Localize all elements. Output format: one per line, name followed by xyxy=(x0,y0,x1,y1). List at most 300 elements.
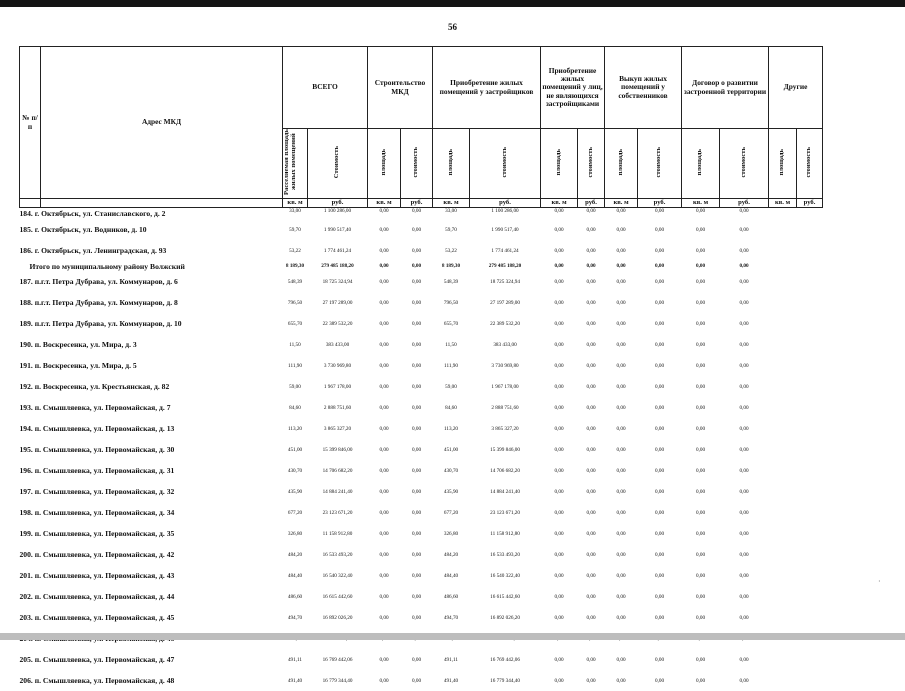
subheader-label: площадь xyxy=(556,149,563,175)
value-cell: 113,20 xyxy=(433,418,470,439)
value-cell: 491,40 xyxy=(283,670,308,691)
value-cell: 0,00 xyxy=(368,670,401,691)
table-row xyxy=(20,670,823,691)
value-cell: 655,70 xyxy=(433,313,470,334)
row-number: 206. xyxy=(20,676,33,685)
value-cell: 0,00 xyxy=(578,439,605,460)
value-cell: 0,00 xyxy=(682,418,720,439)
value-cell: 0,00 xyxy=(720,586,769,607)
address-cell xyxy=(20,586,283,607)
value-cell: 1 774 461,24 xyxy=(308,240,368,261)
value-cell: 0,00 xyxy=(368,292,401,313)
value-cell: 111,90 xyxy=(433,355,470,376)
value-cell: 16 769 442,06 xyxy=(470,649,541,670)
value-cell xyxy=(797,607,823,628)
value-cell: 11,50 xyxy=(433,334,470,355)
unit-cell: руб. xyxy=(720,199,769,208)
value-cell: 0,00 xyxy=(605,439,638,460)
subheader-7 xyxy=(578,129,605,199)
value-cell: 0,00 xyxy=(605,240,638,261)
value-cell: 0,00 xyxy=(578,219,605,240)
value-cell: 0,00 xyxy=(401,460,433,481)
value-cell: 0,00 xyxy=(541,460,578,481)
value-cell: 0,00 xyxy=(401,240,433,261)
value-cell: 0,00 xyxy=(720,481,769,502)
value-cell: 0,00 xyxy=(368,439,401,460)
value-cell: 486,60 xyxy=(283,586,308,607)
value-cell xyxy=(797,649,823,670)
value-cell: 0,00 xyxy=(682,355,720,376)
value-cell: 3 730 969,80 xyxy=(308,355,368,376)
value-cell: 0,00 xyxy=(368,502,401,523)
value-cell: 0,00 xyxy=(638,271,682,292)
value-cell: 0,00 xyxy=(638,481,682,502)
subheader-5 xyxy=(470,129,541,199)
value-cell: 0,00 xyxy=(401,313,433,334)
value-cell: 0,00 xyxy=(720,649,769,670)
value-cell: 2 888 751,60 xyxy=(470,397,541,418)
value-cell xyxy=(769,261,797,271)
value-cell xyxy=(769,439,797,460)
table-row xyxy=(20,240,823,261)
row-address: п.г.т. Петра Дубрава, ул. Коммунаров, д. 8 xyxy=(35,298,178,307)
value-cell: 0,00 xyxy=(541,481,578,502)
row-number: 191. xyxy=(20,361,33,370)
value-cell: 0,00 xyxy=(638,418,682,439)
value-cell: 0,00 xyxy=(541,208,578,220)
value-cell: 84,60 xyxy=(283,397,308,418)
value-cell: 0,00 xyxy=(638,219,682,240)
value-cell: 0,00 xyxy=(368,334,401,355)
value-cell: 279 485 188,20 xyxy=(308,261,368,271)
value-cell xyxy=(769,649,797,670)
address-cell xyxy=(20,271,283,292)
subheader-9 xyxy=(638,129,682,199)
value-cell: 0,00 xyxy=(401,607,433,628)
address-cell xyxy=(20,240,283,261)
unit-cell: кв. м xyxy=(769,199,797,208)
row-address: п. Смышляевка, ул. Первомайская, д. 7 xyxy=(35,403,171,412)
subheader-11 xyxy=(720,129,769,199)
value-cell: 0,00 xyxy=(682,607,720,628)
value-cell xyxy=(769,544,797,565)
row-number: 194. xyxy=(20,424,33,433)
subheader-13 xyxy=(797,129,823,199)
value-cell: 0,00 xyxy=(605,334,638,355)
row-number: 202. xyxy=(20,592,33,601)
value-cell: 0,00 xyxy=(578,355,605,376)
group-header-development-agreement: Договор о развитии застроенной территории xyxy=(682,47,769,129)
value-cell xyxy=(769,607,797,628)
address-cell xyxy=(20,607,283,628)
row-address: г. Октябрьск, ул. Станиславского, д. 2 xyxy=(35,209,166,218)
value-cell: 0,00 xyxy=(605,607,638,628)
value-cell: 0,00 xyxy=(720,271,769,292)
scan-bottom-border xyxy=(0,633,905,640)
value-cell: 0,00 xyxy=(720,523,769,544)
value-cell xyxy=(769,481,797,502)
value-cell: 0,00 xyxy=(401,376,433,397)
table-row xyxy=(20,649,823,670)
value-cell: 1 990 517,40 xyxy=(470,219,541,240)
value-cell: 491,40 xyxy=(433,670,470,691)
value-cell: 53,22 xyxy=(283,240,308,261)
subheader-label: стоимость xyxy=(502,147,509,178)
row-number: 187. xyxy=(20,277,33,286)
value-cell: 0,00 xyxy=(638,292,682,313)
value-cell: 0,00 xyxy=(541,439,578,460)
value-cell xyxy=(769,313,797,334)
table-row xyxy=(20,607,823,628)
value-cell: 16 540 322,40 xyxy=(308,565,368,586)
subheader-label: стоимость xyxy=(413,147,420,178)
value-cell xyxy=(769,219,797,240)
value-cell: 0,00 xyxy=(401,261,433,271)
value-cell: 0,00 xyxy=(682,292,720,313)
value-cell: 0,00 xyxy=(578,523,605,544)
unit-cell: руб. xyxy=(308,199,368,208)
value-cell: 430,70 xyxy=(283,460,308,481)
row-address: п. Смышляевка, ул. Первомайская, д. 47 xyxy=(35,655,175,664)
value-cell xyxy=(769,418,797,439)
value-cell: 0,00 xyxy=(605,502,638,523)
group-header-purchase-developers: Приобретение жилых помещений у застройщиков xyxy=(433,47,541,129)
value-cell: 0,00 xyxy=(638,334,682,355)
value-cell: 0,00 xyxy=(368,376,401,397)
unit-cell: руб. xyxy=(638,199,682,208)
value-cell: 0,00 xyxy=(401,219,433,240)
value-cell: 0,00 xyxy=(541,544,578,565)
value-cell: 326,80 xyxy=(433,523,470,544)
subheader-label: площадь xyxy=(381,149,388,175)
value-cell: 0,00 xyxy=(401,355,433,376)
row-address: г. Октябрьск, ул. Водников, д. 10 xyxy=(35,225,147,234)
value-cell: 0,00 xyxy=(401,481,433,502)
value-cell: 0,00 xyxy=(720,502,769,523)
address-cell xyxy=(20,261,283,271)
scan-mark: · xyxy=(878,577,881,586)
table-row xyxy=(20,355,823,376)
row-number: 201. xyxy=(20,571,33,580)
value-cell: 1 774 461,24 xyxy=(470,240,541,261)
address-cell xyxy=(20,670,283,691)
row-address: Итого по муниципальному району Волжский xyxy=(30,262,185,271)
value-cell xyxy=(797,481,823,502)
value-cell: 484,20 xyxy=(433,544,470,565)
value-cell: 111,90 xyxy=(283,355,308,376)
row-address: п. Смышляевка, ул. Первомайская, д. 48 xyxy=(35,676,175,685)
value-cell: 0,00 xyxy=(541,219,578,240)
row-address: п. Смышляевка, ул. Первомайская, д. 34 xyxy=(35,508,175,517)
value-cell xyxy=(797,565,823,586)
value-cell: 0,00 xyxy=(541,376,578,397)
value-cell: 0,00 xyxy=(401,649,433,670)
value-cell: 0,00 xyxy=(720,670,769,691)
value-cell: 0,00 xyxy=(720,240,769,261)
value-cell: 0,00 xyxy=(578,460,605,481)
value-cell: 484,40 xyxy=(433,565,470,586)
row-number: 200. xyxy=(20,550,33,559)
subheader-label: стоимость xyxy=(741,147,748,178)
table-body xyxy=(20,208,823,691)
value-cell: 0,00 xyxy=(682,502,720,523)
unit-cell: кв. м xyxy=(682,199,720,208)
row-address: п. Воскресенка, ул. Мира, д. 3 xyxy=(35,340,137,349)
value-cell: 0,00 xyxy=(541,261,578,271)
address-cell xyxy=(20,208,283,220)
subheader-2 xyxy=(368,129,401,199)
value-cell: 0,00 xyxy=(638,565,682,586)
value-cell: 435,90 xyxy=(433,481,470,502)
value-cell: 27 197 289,00 xyxy=(470,292,541,313)
value-cell: 14 884 241,40 xyxy=(470,481,541,502)
value-cell: 0,00 xyxy=(605,544,638,565)
row-address: п. Смышляевка, ул. Первомайская, д. 35 xyxy=(35,529,175,538)
value-cell: 0,00 xyxy=(682,460,720,481)
value-cell: 0,00 xyxy=(401,565,433,586)
subheader-8 xyxy=(605,129,638,199)
value-cell: 0,00 xyxy=(720,439,769,460)
subheader-10 xyxy=(682,129,720,199)
value-cell: 0,00 xyxy=(638,376,682,397)
value-cell: 0,00 xyxy=(541,240,578,261)
value-cell: 53,22 xyxy=(433,240,470,261)
value-cell: 0,00 xyxy=(368,219,401,240)
unit-cell: кв. м xyxy=(283,199,308,208)
value-cell: 0,00 xyxy=(541,523,578,544)
group-header-total: ВСЕГО xyxy=(283,47,368,129)
value-cell: 16 779 344,40 xyxy=(470,670,541,691)
value-cell: 16 533 493,20 xyxy=(470,544,541,565)
value-cell: 0,00 xyxy=(401,523,433,544)
value-cell: 0,00 xyxy=(541,586,578,607)
value-cell: 677,20 xyxy=(283,502,308,523)
value-cell: 0,00 xyxy=(541,397,578,418)
value-cell xyxy=(769,355,797,376)
value-cell: 326,80 xyxy=(283,523,308,544)
value-cell: 11 158 912,80 xyxy=(470,523,541,544)
value-cell: 0,00 xyxy=(368,355,401,376)
table-row xyxy=(20,208,823,220)
value-cell: 0,00 xyxy=(720,313,769,334)
value-cell: 0,00 xyxy=(368,240,401,261)
value-cell: 548,39 xyxy=(433,271,470,292)
value-cell: 484,40 xyxy=(283,565,308,586)
value-cell: 0,00 xyxy=(578,670,605,691)
value-cell: 22 389 532,20 xyxy=(470,313,541,334)
value-cell: 491,11 xyxy=(433,649,470,670)
subheader-label: площадь xyxy=(697,149,704,175)
row-address: п. Смышляевка, ул. Первомайская, д. 45 xyxy=(35,613,175,622)
row-number: 188. xyxy=(20,298,33,307)
value-cell: 59,00 xyxy=(433,376,470,397)
address-cell xyxy=(20,355,283,376)
address-cell xyxy=(20,565,283,586)
value-cell xyxy=(769,240,797,261)
value-cell xyxy=(797,334,823,355)
value-cell: 0,00 xyxy=(682,334,720,355)
table-row xyxy=(20,292,823,313)
row-address: п. Смышляевка, ул. Первомайская, д. 32 xyxy=(35,487,175,496)
value-cell xyxy=(797,219,823,240)
value-cell: 16 769 442,06 xyxy=(308,649,368,670)
value-cell xyxy=(769,292,797,313)
value-cell: 14 706 682,20 xyxy=(470,460,541,481)
table-row xyxy=(20,397,823,418)
address-cell xyxy=(20,649,283,670)
row-number: 196. xyxy=(20,466,33,475)
row-number: 186. xyxy=(20,246,33,255)
row-address: п. Смышляевка, ул. Первомайская, д. 31 xyxy=(35,466,175,475)
value-cell: 0,00 xyxy=(605,313,638,334)
address-cell xyxy=(20,502,283,523)
table-row xyxy=(20,334,823,355)
value-cell: 0,00 xyxy=(541,565,578,586)
value-cell: 796,50 xyxy=(433,292,470,313)
value-cell: 0,00 xyxy=(541,313,578,334)
value-cell: 0,00 xyxy=(605,523,638,544)
value-cell: 430,70 xyxy=(433,460,470,481)
value-cell xyxy=(797,240,823,261)
value-cell: 11,50 xyxy=(283,334,308,355)
value-cell: 0,00 xyxy=(638,586,682,607)
value-cell: 0,00 xyxy=(401,670,433,691)
value-cell: 0,00 xyxy=(368,313,401,334)
value-cell: 0,00 xyxy=(401,418,433,439)
value-cell: 0,00 xyxy=(605,219,638,240)
value-cell: 451,00 xyxy=(433,439,470,460)
subheader-label: стоимость xyxy=(806,147,813,178)
value-cell: 84,60 xyxy=(433,397,470,418)
value-cell: 0,00 xyxy=(605,460,638,481)
table-row xyxy=(20,219,823,240)
value-cell: 0,00 xyxy=(682,208,720,220)
row-number: 197. xyxy=(20,487,33,496)
value-cell xyxy=(769,208,797,220)
row-address: п. Смышляевка, ул. Первомайская, д. 43 xyxy=(35,571,175,580)
row-address: п. Смышляевка, ул. Первомайская, д. 13 xyxy=(35,424,175,433)
subheader-6 xyxy=(541,129,578,199)
unit-cell: руб. xyxy=(470,199,541,208)
value-cell: 18 725 324,94 xyxy=(308,271,368,292)
value-cell: 0,00 xyxy=(401,334,433,355)
value-cell: 0,00 xyxy=(578,586,605,607)
value-cell: 33,00 xyxy=(433,208,470,220)
value-cell: 0,00 xyxy=(368,261,401,271)
value-cell: 18 725 324,94 xyxy=(470,271,541,292)
value-cell: 796,50 xyxy=(283,292,308,313)
row-address: п.г.т. Петра Дубрава, ул. Коммунаров, д. 6 xyxy=(35,277,178,286)
value-cell: 0,00 xyxy=(578,418,605,439)
value-cell: 15 399 846,00 xyxy=(470,439,541,460)
address-cell xyxy=(20,334,283,355)
value-cell: 16 779 344,40 xyxy=(308,670,368,691)
row-address: п. Воскресенка, ул. Крестьянская, д. 82 xyxy=(35,382,170,391)
subheader-label: стоимость xyxy=(656,147,663,178)
value-cell: 0,00 xyxy=(605,292,638,313)
value-cell: 451,00 xyxy=(283,439,308,460)
value-cell: 0,00 xyxy=(605,418,638,439)
value-cell: 0,00 xyxy=(578,313,605,334)
value-cell: 494,70 xyxy=(433,607,470,628)
value-cell xyxy=(769,334,797,355)
value-cell: 0,00 xyxy=(578,261,605,271)
row-address: п. Смышляевка, ул. Первомайская, д. 30 xyxy=(35,445,175,454)
header-unit-row xyxy=(20,199,823,208)
value-cell xyxy=(797,460,823,481)
unit-cell: руб. xyxy=(797,199,823,208)
value-cell: 0,00 xyxy=(578,397,605,418)
value-cell: 0,00 xyxy=(638,439,682,460)
value-cell: 0,00 xyxy=(605,565,638,586)
value-cell xyxy=(797,670,823,691)
value-cell: 3 865 327,20 xyxy=(308,418,368,439)
value-cell: 59,70 xyxy=(433,219,470,240)
value-cell: 0,00 xyxy=(541,649,578,670)
value-cell xyxy=(769,670,797,691)
address-cell xyxy=(20,397,283,418)
value-cell: 0,00 xyxy=(401,544,433,565)
value-cell: 0,00 xyxy=(541,670,578,691)
value-cell: 0,00 xyxy=(541,418,578,439)
value-cell: 0,00 xyxy=(720,397,769,418)
value-cell: 113,20 xyxy=(283,418,308,439)
value-cell xyxy=(797,397,823,418)
value-cell: 0,00 xyxy=(401,208,433,220)
value-cell: 486,60 xyxy=(433,586,470,607)
value-cell: 0,00 xyxy=(682,439,720,460)
table-row xyxy=(20,481,823,502)
value-cell xyxy=(769,523,797,544)
value-cell: 0,00 xyxy=(605,376,638,397)
value-cell: 0,00 xyxy=(541,334,578,355)
value-cell: 0,00 xyxy=(638,460,682,481)
value-cell: 0,00 xyxy=(401,292,433,313)
row-address: п. Воскресенка, ул. Мира, д. 5 xyxy=(35,361,137,370)
value-cell: 0,00 xyxy=(682,219,720,240)
value-cell: 0,00 xyxy=(720,355,769,376)
value-cell: 3 730 969,80 xyxy=(470,355,541,376)
header-group-row xyxy=(20,47,823,129)
value-cell: 3 865 327,20 xyxy=(470,418,541,439)
value-cell: 0,00 xyxy=(541,607,578,628)
value-cell: 27 197 289,00 xyxy=(308,292,368,313)
value-cell: 0,00 xyxy=(682,397,720,418)
address-cell xyxy=(20,439,283,460)
value-cell: 8 189,30 xyxy=(433,261,470,271)
row-address: п. Смышляевка, ул. Первомайская, д. 44 xyxy=(35,592,175,601)
address-cell xyxy=(20,523,283,544)
value-cell: 383 433,00 xyxy=(470,334,541,355)
value-cell xyxy=(797,376,823,397)
value-cell: 0,00 xyxy=(605,397,638,418)
value-cell: 0,00 xyxy=(368,481,401,502)
value-cell: 0,00 xyxy=(682,670,720,691)
row-number: 192. xyxy=(20,382,33,391)
row-number: 189. xyxy=(20,319,33,328)
value-cell: 15 399 846,00 xyxy=(308,439,368,460)
col-address-header: Адрес МКД xyxy=(41,47,283,199)
value-cell: 494,70 xyxy=(283,607,308,628)
value-cell: 0,00 xyxy=(720,418,769,439)
value-cell: 16 892 026,20 xyxy=(308,607,368,628)
resettlement-table-wrapper xyxy=(19,46,822,691)
value-cell xyxy=(769,376,797,397)
row-number: 193. xyxy=(20,403,33,412)
value-cell xyxy=(797,292,823,313)
value-cell xyxy=(797,313,823,334)
value-cell: 0,00 xyxy=(682,271,720,292)
